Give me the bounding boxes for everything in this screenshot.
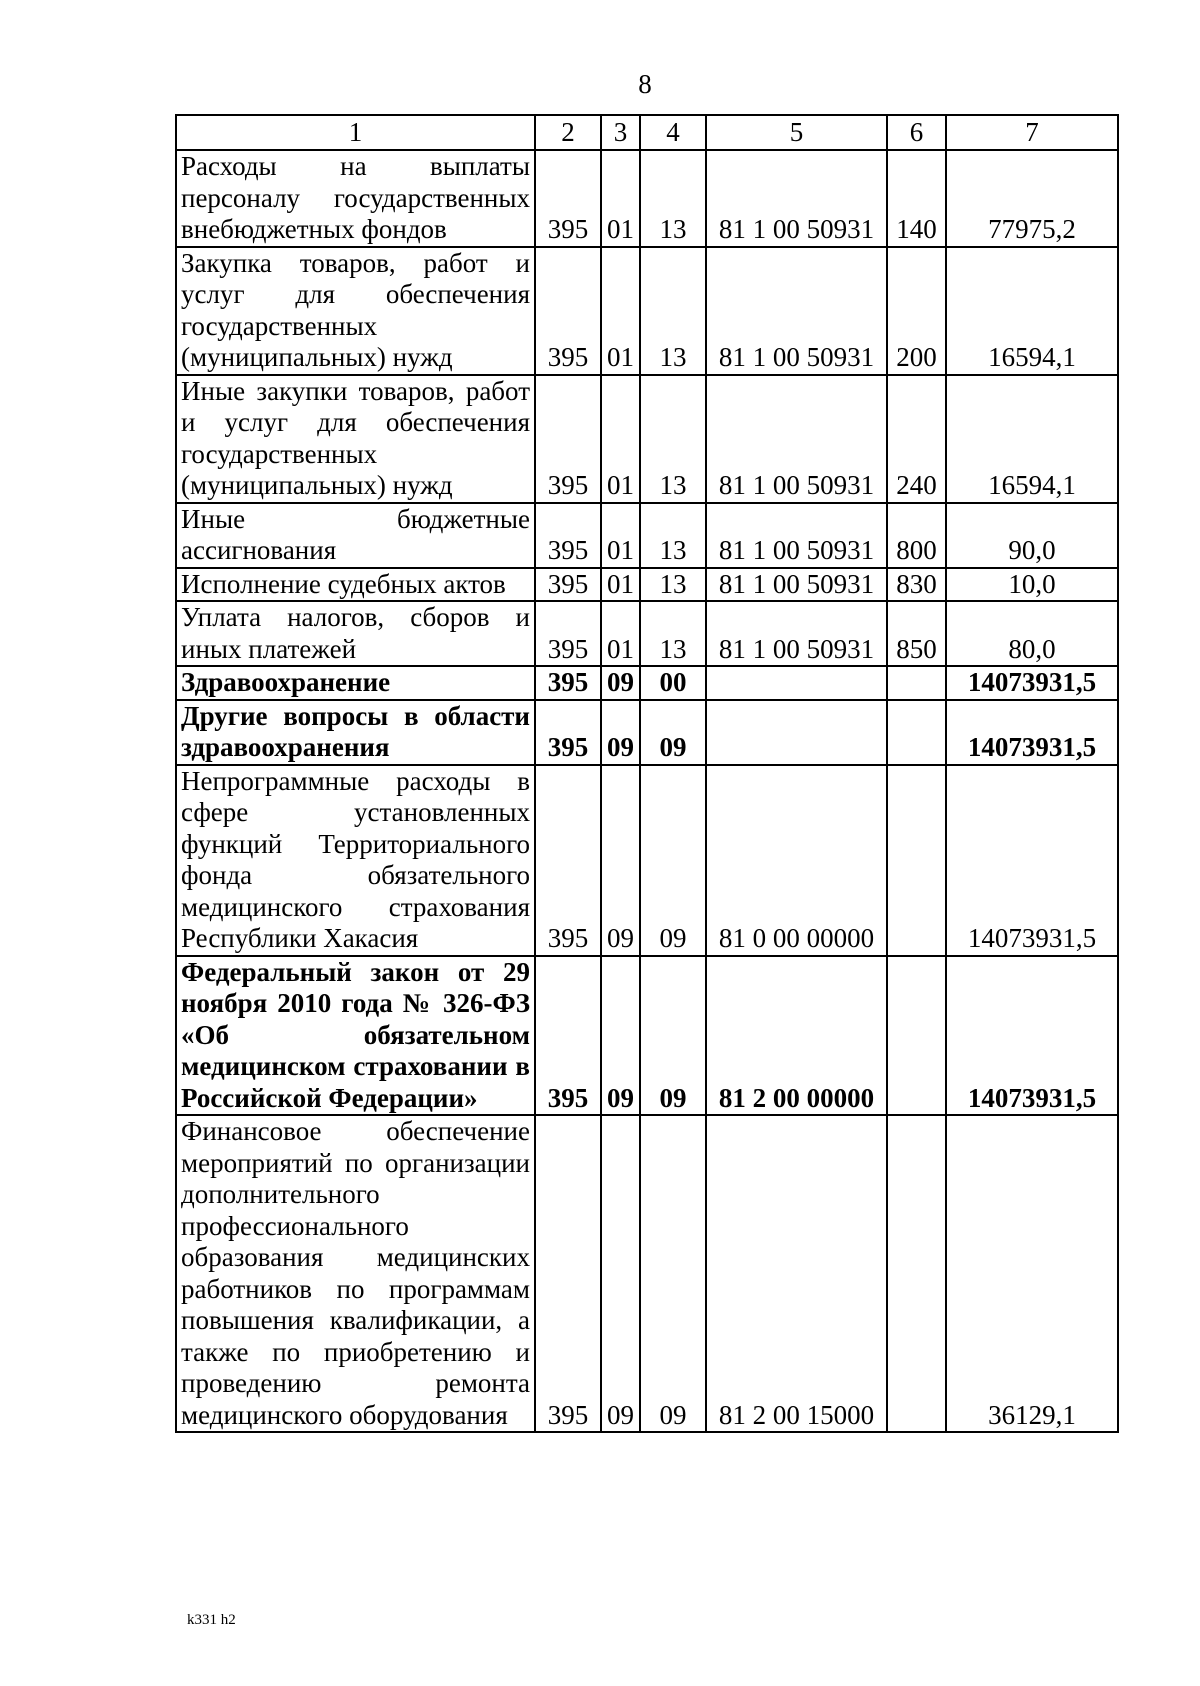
target-article-cell: 81 0 00 00000	[706, 765, 887, 956]
column-header: 2	[535, 115, 601, 150]
admin-code-cell: 395	[535, 601, 601, 666]
row-name-cell: Закупка товаров, работ и услуг для обеспечения государственных (муниципальных) нужд	[176, 247, 535, 375]
section-cell: 09	[601, 700, 640, 765]
table-row	[176, 956, 1118, 1116]
admin-code-cell: 395	[535, 700, 601, 765]
subsection-cell: 13	[640, 375, 706, 503]
table-row	[176, 601, 1118, 666]
amount-cell: 16594,1	[946, 247, 1118, 375]
row-name-cell: Другие вопросы в области здравоохранения	[176, 700, 535, 765]
expense-type-cell: 800	[887, 503, 946, 568]
amount-cell: 14073931,5	[946, 666, 1118, 700]
admin-code-cell: 395	[535, 666, 601, 700]
row-name-cell: Финансовое обеспечение мероприятий по организации дополнительного профессионального образования медицинских работников по программам повышения квалификации, а также по приобретению и проведению ремонта медицинского оборудования	[176, 1115, 535, 1432]
expense-type-cell	[887, 765, 946, 956]
amount-cell: 77975,2	[946, 150, 1118, 247]
expense-type-cell: 200	[887, 247, 946, 375]
expense-type-cell: 240	[887, 375, 946, 503]
subsection-cell: 00	[640, 666, 706, 700]
target-article-cell: 81 1 00 50931	[706, 375, 887, 503]
target-article-cell: 81 2 00 15000	[706, 1115, 887, 1432]
amount-cell: 14073931,5	[946, 956, 1118, 1116]
table-row	[176, 1115, 1118, 1432]
subsection-cell: 13	[640, 601, 706, 666]
row-name-cell: Здравоохранение	[176, 666, 535, 700]
budget-table	[175, 114, 1119, 1433]
section-cell: 09	[601, 1115, 640, 1432]
section-cell: 01	[601, 375, 640, 503]
document-code: k331 h2	[187, 1612, 236, 1628]
row-name-cell: Исполнение судебных актов	[176, 568, 535, 602]
section-cell: 01	[601, 601, 640, 666]
expense-type-cell	[887, 1115, 946, 1432]
subsection-cell: 13	[640, 247, 706, 375]
row-name-cell: Расходы на выплаты персоналу государственных внебюджетных фондов	[176, 150, 535, 247]
table-row	[176, 150, 1118, 247]
amount-cell: 14073931,5	[946, 700, 1118, 765]
target-article-cell: 81 2 00 00000	[706, 956, 887, 1116]
amount-cell: 10,0	[946, 568, 1118, 602]
amount-cell: 16594,1	[946, 375, 1118, 503]
section-cell: 01	[601, 150, 640, 247]
column-header: 5	[706, 115, 887, 150]
target-article-cell: 81 1 00 50931	[706, 503, 887, 568]
column-header: 3	[601, 115, 640, 150]
expense-type-cell	[887, 956, 946, 1116]
section-cell: 09	[601, 956, 640, 1116]
expense-type-cell: 140	[887, 150, 946, 247]
section-cell: 09	[601, 765, 640, 956]
target-article-cell	[706, 666, 887, 700]
admin-code-cell: 395	[535, 503, 601, 568]
section-cell: 01	[601, 568, 640, 602]
table-row	[176, 503, 1118, 568]
table-header-row	[176, 115, 1118, 150]
target-article-cell: 81 1 00 50931	[706, 247, 887, 375]
section-cell: 01	[601, 247, 640, 375]
target-article-cell: 81 1 00 50931	[706, 601, 887, 666]
section-cell: 09	[601, 666, 640, 700]
expense-type-cell: 830	[887, 568, 946, 602]
admin-code-cell: 395	[535, 956, 601, 1116]
admin-code-cell: 395	[535, 375, 601, 503]
column-header: 6	[887, 115, 946, 150]
table-row	[176, 568, 1118, 602]
admin-code-cell: 395	[535, 150, 601, 247]
target-article-cell	[706, 700, 887, 765]
target-article-cell: 81 1 00 50931	[706, 568, 887, 602]
page-number: 8	[638, 69, 652, 99]
table-row	[176, 375, 1118, 503]
table-body	[176, 150, 1118, 1432]
section-cell: 01	[601, 503, 640, 568]
expense-type-cell	[887, 666, 946, 700]
row-name-cell: Иные бюджетные ассигнования	[176, 503, 535, 568]
column-header: 7	[946, 115, 1118, 150]
subsection-cell: 13	[640, 568, 706, 602]
subsection-cell: 09	[640, 765, 706, 956]
admin-code-cell: 395	[535, 247, 601, 375]
row-name-cell: Федеральный закон от 29 ноября 2010 года № 326-ФЗ «Об обязательном медицинском страховании в Российской Федерации»	[176, 956, 535, 1116]
amount-cell: 80,0	[946, 601, 1118, 666]
column-header: 4	[640, 115, 706, 150]
admin-code-cell: 395	[535, 568, 601, 602]
target-article-cell: 81 1 00 50931	[706, 150, 887, 247]
column-header: 1	[176, 115, 535, 150]
table-row	[176, 666, 1118, 700]
subsection-cell: 13	[640, 150, 706, 247]
table-row	[176, 247, 1118, 375]
admin-code-cell: 395	[535, 765, 601, 956]
expense-type-cell	[887, 700, 946, 765]
subsection-cell: 09	[640, 700, 706, 765]
table-row	[176, 765, 1118, 956]
amount-cell: 14073931,5	[946, 765, 1118, 956]
row-name-cell: Иные закупки товаров, работ и услуг для обеспечения государственных (муниципальных) нужд	[176, 375, 535, 503]
amount-cell: 90,0	[946, 503, 1118, 568]
row-name-cell: Непрограммные расходы в сфере установленных функций Территориального фонда обязательного медицинского страхования Республики Хакасия	[176, 765, 535, 956]
table-row	[176, 700, 1118, 765]
subsection-cell: 09	[640, 1115, 706, 1432]
subsection-cell: 13	[640, 503, 706, 568]
admin-code-cell: 395	[535, 1115, 601, 1432]
amount-cell: 36129,1	[946, 1115, 1118, 1432]
expense-type-cell: 850	[887, 601, 946, 666]
subsection-cell: 09	[640, 956, 706, 1116]
row-name-cell: Уплата налогов, сборов и иных платежей	[176, 601, 535, 666]
